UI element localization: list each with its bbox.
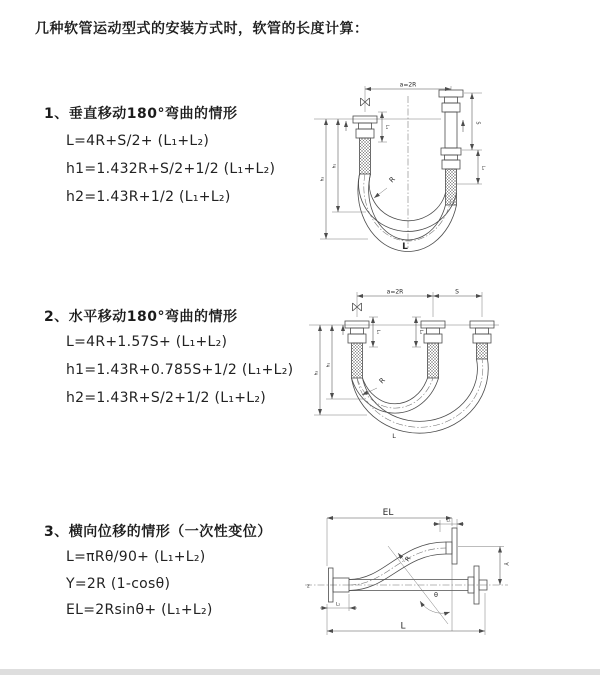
dim-label-h2: h₂ [320, 176, 326, 182]
dim-label-angle: θ [434, 591, 438, 599]
section-1-heading: 1、垂直移动180°弯曲的情形 [44, 106, 238, 122]
section-2-heading: 2、水平移动180°弯曲的情形 [44, 309, 238, 325]
dim-label-span: a=2R [386, 288, 404, 296]
diagram-lateral-displacement [300, 498, 515, 650]
section-3-heading: 3、横向位移的情形（一次性变位） [44, 524, 272, 540]
hose-u-bend-positions [352, 359, 489, 433]
centerline-axis-mark: z [307, 583, 310, 590]
dim-label-stroke: S [474, 121, 481, 125]
moving-end-flange-position-2 [470, 321, 494, 359]
left-flange-assembly [353, 116, 377, 174]
dim-label-conn-right: L₂ [480, 165, 485, 171]
fixed-end-flange [345, 321, 369, 378]
dim-label-conn-right: L₂ [419, 329, 424, 335]
dim-label-el: EL [382, 508, 394, 518]
page-bottom-edge [0, 669, 600, 675]
right-flange-assembly [439, 90, 463, 205]
dim-label-length: L [392, 432, 396, 440]
section-1-formula-h2: h2=1.43R+1/2 (L₁+L₂) [66, 189, 231, 205]
section-2-formula-h2: h2=1.43R+S/2+1/2 (L₁+L₂) [66, 390, 267, 406]
dim-label-conn-left: L₁ [376, 329, 381, 335]
section-3-formula-y: Y=2R (1-cosθ) [66, 576, 171, 592]
dim-label-conn-left: L₂ [335, 602, 341, 608]
section-1-formula-h1: h1=1.432R+S/2+1/2 (L₁+L₂) [66, 161, 276, 177]
dim-label-radius: R [387, 175, 397, 185]
section-2-formula-h1: h1=1.43R+0.785S+1/2 (L₁+L₂) [66, 362, 294, 378]
page-title: 几种软管运动型式的安装方式时，软管的长度计算： [35, 21, 369, 37]
dim-label-span: a=2R [399, 81, 417, 89]
dim-label-y: Y [502, 562, 509, 566]
dim-label-conn-top: L₁ [446, 518, 451, 524]
dim-label-conn-left: L₁ [384, 124, 389, 130]
hose-u-bend [358, 174, 457, 251]
dim-label-length: L [402, 242, 408, 252]
section-1-formula-l: L=4R+S/2+ (L₁+L₂) [66, 133, 210, 149]
diagram-vertical-180-bend [308, 76, 508, 262]
section-2-formula-l: L=4R+1.57S+ (L₁+L₂) [66, 334, 228, 350]
right-end-flange-displaced [452, 528, 457, 564]
dim-label-radius: R [377, 376, 387, 386]
dim-label-length: L [400, 621, 406, 632]
dim-label-stroke: S [455, 288, 459, 296]
dim-label-h1: h₁ [326, 362, 332, 368]
braided-hose-section [360, 138, 371, 174]
dim-label-h1: h₁ [332, 163, 338, 169]
dim-label-h2: h₂ [314, 370, 320, 376]
diagram-horizontal-180-bend [303, 281, 515, 469]
dim-label-radius: R [403, 554, 413, 564]
section-3-formula-l: L=πRθ/90+ (L₁+L₂) [66, 549, 206, 565]
section-3-formula-el: EL=2Rsinθ+ (L₁+L₂) [66, 602, 213, 618]
